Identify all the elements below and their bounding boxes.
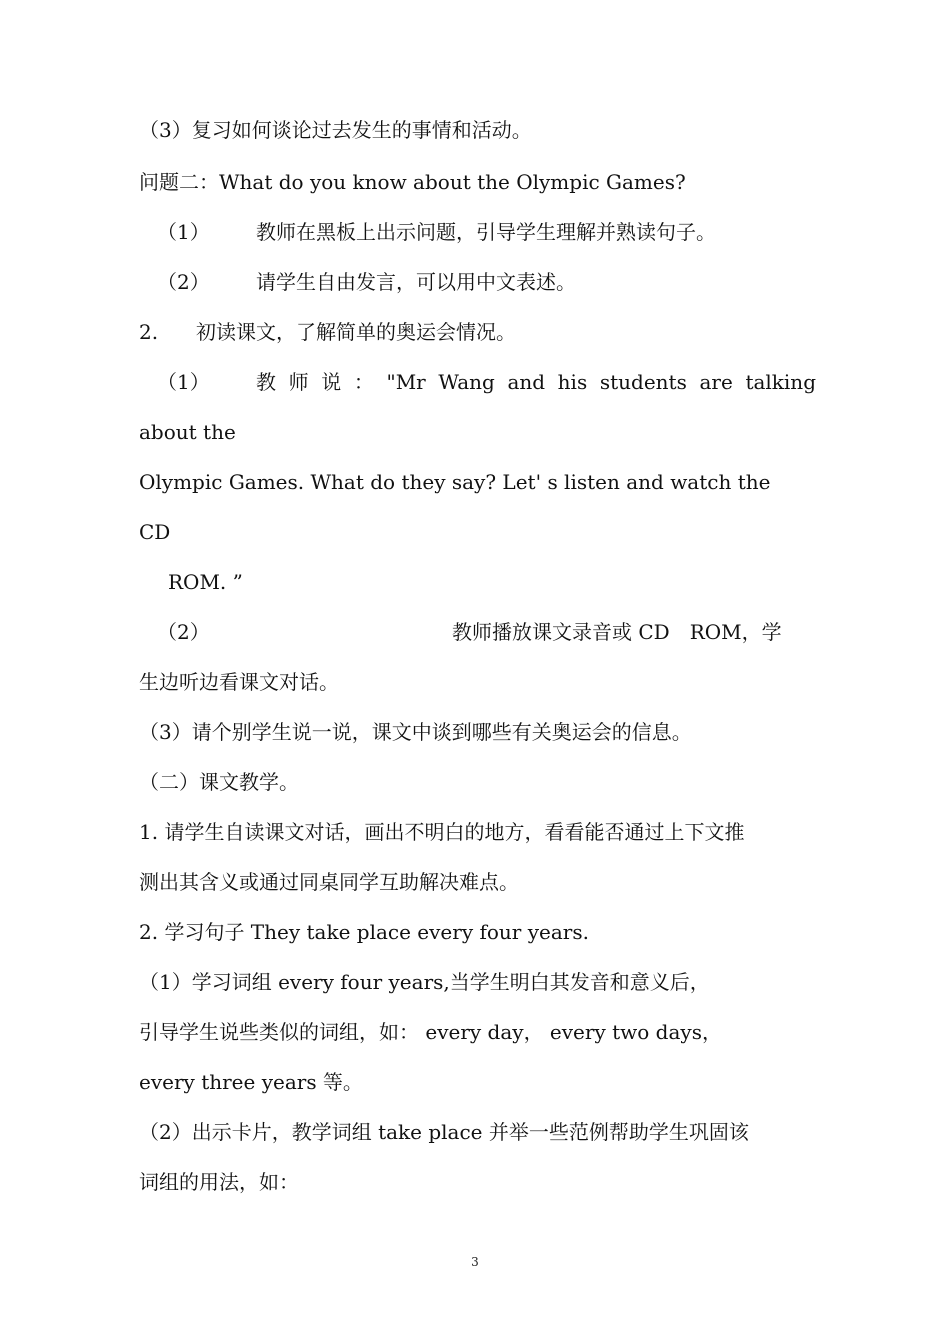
- paragraph-line: 1. 请学生自读课文对话，画出不明白的地方，看看能否通过上下文推: [139, 820, 745, 844]
- paragraph-line: 测出其含义或通过同桌同学互助解决难点。: [139, 870, 519, 894]
- word: Wang: [438, 370, 495, 394]
- paragraph-line: 引导学生说些类似的词组，如： every day， every two days，: [139, 1020, 722, 1044]
- paragraph-line: （2）出示卡片，教学词组 take place 并举一些范例帮助学生巩固该: [139, 1120, 749, 1144]
- paragraph-line: every three years 等。: [139, 1070, 363, 1094]
- paragraph-line: CD: [139, 520, 171, 544]
- word: ：: [353, 370, 374, 394]
- paragraph-line: about the: [139, 420, 236, 444]
- word: and: [507, 370, 546, 394]
- word: 师: [288, 370, 309, 394]
- list-marker: （2）: [157, 620, 210, 644]
- justified-line: [256, 370, 816, 394]
- paragraph-line: 词组的用法，如：: [139, 1170, 299, 1194]
- paragraph-line: 生边听边看课文对话。: [139, 670, 339, 694]
- paragraph-line: （3）请个别学生说一说，课文中谈到哪些有关奥运会的信息。: [139, 720, 692, 744]
- paragraph-line: 教师在黑板上出示问题，引导学生理解并熟读句子。: [256, 220, 716, 244]
- page-number: 3: [471, 1255, 479, 1269]
- word: his: [557, 370, 588, 394]
- list-marker: （1）: [157, 370, 210, 394]
- paragraph-line: （1）学习词组 every four years,当学生明白其发音和意义后，: [139, 970, 710, 994]
- paragraph-line: 教师播放课文录音或 CD ROM，学: [452, 620, 782, 644]
- word: students: [599, 370, 687, 394]
- list-marker: （2）: [157, 270, 210, 294]
- list-marker: （1）: [157, 220, 210, 244]
- section-heading: 初读课文，了解简单的奥运会情况。: [196, 320, 516, 344]
- section-heading: （二）课文教学。: [139, 770, 299, 794]
- paragraph-line: ROM. ”: [168, 570, 243, 594]
- word: 说: [321, 370, 342, 394]
- paragraph-line: （3）复习如何谈论过去发生的事情和活动。: [139, 118, 532, 142]
- paragraph-line: Olympic Games. What do they say? Let' s listen and watch the: [139, 470, 771, 494]
- list-marker: 2.: [139, 320, 159, 344]
- word: "Mr: [386, 370, 426, 394]
- word: 教: [256, 370, 276, 394]
- paragraph-line: 2. 学习句子 They take place every four years.: [139, 920, 589, 944]
- paragraph-line: 请学生自由发言，可以用中文表述。: [256, 270, 576, 294]
- word: are: [699, 370, 733, 394]
- word: talking: [745, 370, 816, 394]
- question-two-heading: 问题二：What do you know about the Olympic Games?: [139, 170, 686, 194]
